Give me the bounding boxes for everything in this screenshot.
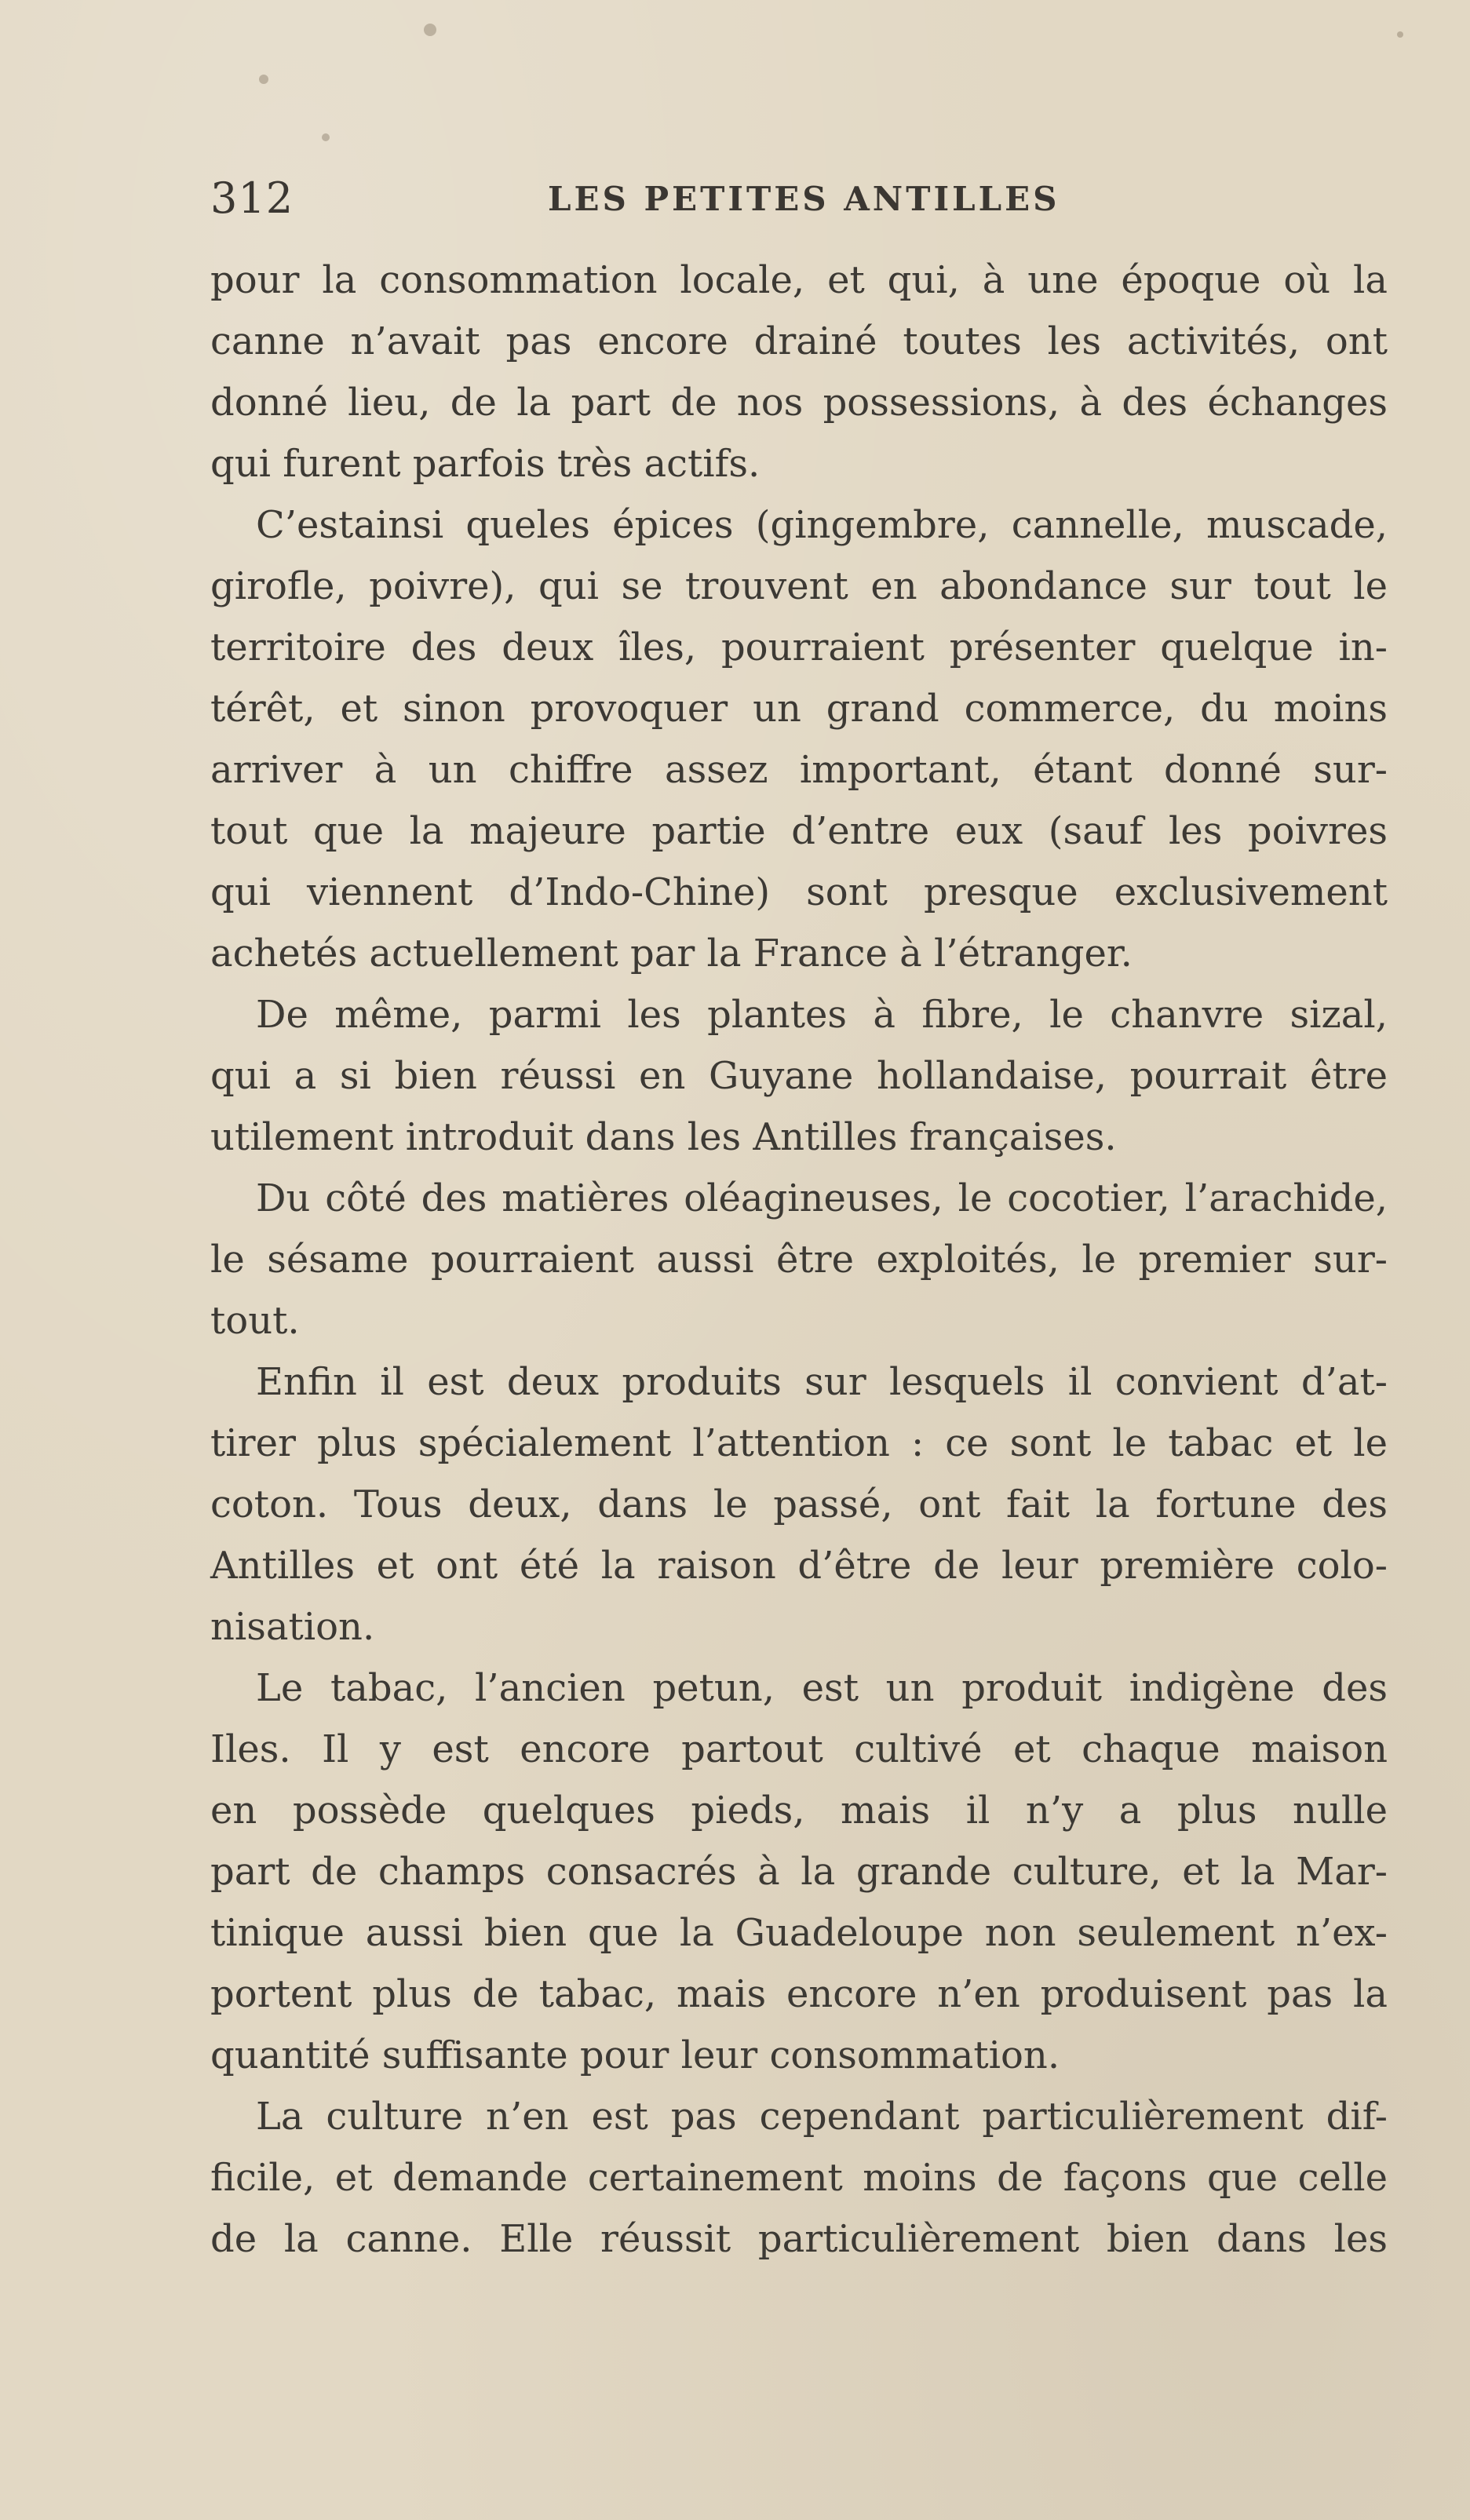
page-number: 312 (210, 173, 294, 223)
text-line: De même, parmi les plantes à fibre, le chanvre sizal, (256, 993, 1388, 1037)
text-line: tinique aussi bien que la Guadeloupe non seulement n’ex- (210, 1911, 1388, 1955)
running-title: LES PETITES ANTILLES (548, 180, 1060, 218)
running-header (210, 171, 1388, 226)
text-line: térêt, et sinon provoquer un grand commerce, du moins (210, 687, 1388, 731)
text-line: arriver à un chiffre assez important, étant donné sur- (210, 748, 1388, 792)
text-line: Le tabac, l’ancien petun, est un produit indigène des (256, 1666, 1388, 1710)
text-line: de la canne. Elle réussit particulièrement bien dans les (210, 2217, 1388, 2261)
text-line: qui a si bien réussi en Guyane hollandaise, pourrait être (210, 1054, 1388, 1098)
text-line: Iles. Il y est encore partout cultivé et chaque maison (210, 1727, 1388, 1771)
text-line: territoire des deux îles, pourraient présenter quelque in- (210, 625, 1388, 669)
text-line: tout que la majeure partie d’entre eux (sauf les poivres (210, 809, 1388, 853)
body-text (210, 250, 1388, 2270)
text-line: pour la consommation locale, et qui, à une époque où la (210, 258, 1388, 302)
text-line: achetés actuellement par la France à l’étranger. (210, 932, 1133, 976)
paper-speck (424, 24, 436, 36)
text-line: coton. Tous deux, dans le passé, ont fait la fortune des (210, 1482, 1388, 1526)
text-line: girofle, poivre), qui se trouvent en abondance sur tout le (210, 564, 1388, 608)
text-line: en possède quelques pieds, mais il n’y a plus nulle (210, 1789, 1388, 1833)
paper-speck (259, 75, 268, 84)
text-line: canne n’avait pas encore drainé toutes les activités, ont (210, 319, 1388, 363)
text-line: tout. (210, 1299, 300, 1343)
text-line: tirer plus spécialement l’attention : ce sont le tabac et le (210, 1421, 1388, 1465)
text-line: Du côté des matières oléagineuses, le cocotier, l’arachide, (256, 1176, 1388, 1220)
text-line: le sésame pourraient aussi être exploités, le premier sur- (210, 1238, 1388, 1282)
text-line: quantité suffisante pour leur consommation. (210, 2033, 1060, 2077)
paper-speck (322, 133, 330, 141)
text-line: La culture n’en est pas cependant particulièrement dif- (256, 2095, 1388, 2139)
text-line: Antilles et ont été la raison d’être de leur première colo- (210, 1544, 1388, 1588)
text-line: part de champs consacrés à la grande culture, et la Mar- (210, 1850, 1388, 1894)
text-line: utilement introduit dans les Antilles françaises. (210, 1115, 1117, 1159)
paper-speck (1397, 31, 1403, 38)
text-line: qui furent parfois très actifs. (210, 442, 761, 486)
text-line: donné lieu, de la part de nos possessions, à des échanges (210, 381, 1388, 425)
text-line: nisation. (210, 1605, 375, 1649)
text-line: C’estainsi queles épices (gingembre, cannelle, muscade, (256, 503, 1388, 547)
text-line: Enfin il est deux produits sur lesquels il convient d’at- (256, 1360, 1388, 1404)
text-line: ficile, et demande certainement moins de façons que celle (210, 2156, 1388, 2200)
text-line: portent plus de tabac, mais encore n’en produisent pas la (210, 1972, 1388, 2016)
text-line: qui viennent d’Indo-Chine) sont presque exclusivement (210, 870, 1388, 914)
